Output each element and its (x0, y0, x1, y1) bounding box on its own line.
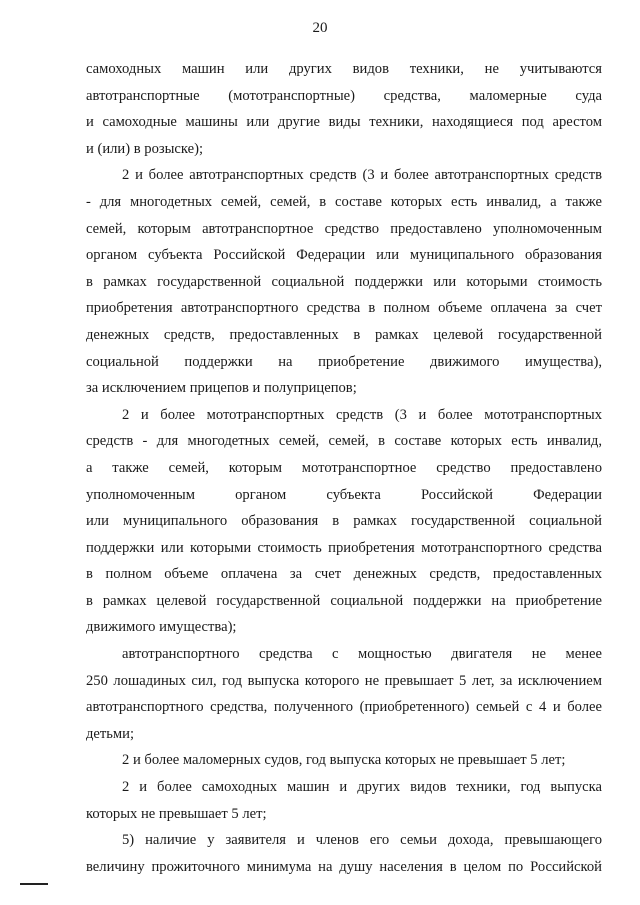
text-line: и самоходные машины или другие виды техники, находящиеся под арестом (86, 114, 602, 131)
text-line: поддержки или которыми стоимость приобретения мототранспортного средства (86, 539, 602, 556)
text-line: за исключением прицепов и полуприцепов; (86, 380, 357, 397)
text-line: средств - для многодетных семей, семей, в составе которых есть инвалид, (86, 433, 602, 450)
text-line: - для многодетных семей, семей, в составе которых есть инвалид, а также (86, 193, 602, 210)
text-line: денежных средств, предоставленных в рамках целевой государственной (86, 326, 602, 343)
text-line: 2 и более мототранспортных средств (3 и более мототранспортных (122, 406, 602, 423)
text-line: детьми; (86, 725, 135, 742)
text-line: приобретения автотранспортного средства в полном объеме оплачена за счет (86, 300, 602, 317)
text-line: величину прожиточного минимума на душу населения в целом по Российской (86, 858, 602, 875)
text-line: а также семей, которым мототранспортное средство предоставлено (86, 459, 602, 476)
text-line: самоходных машин или других видов техники, не учитываются (86, 61, 602, 77)
text-line: социальной поддержки на приобретение движимого имущества), (86, 353, 602, 370)
document-body (86, 56, 602, 880)
footer-mark (20, 883, 48, 885)
text-line: органом субъекта Российской Федерации или муниципального образования (86, 247, 602, 264)
text-line: 2 и более самоходных машин и других видов техники, год выпуска (122, 779, 602, 796)
text-line: семей, которым автотранспортное средство предоставлено уполномоченным (86, 220, 602, 237)
text-line: в рамках государственной социальной поддержки или которыми стоимость (86, 273, 602, 290)
text-line: автотранспортные (мототранспортные) средства, маломерные суда (86, 87, 602, 104)
text-line: 5) наличие у заявителя и членов его семьи дохода, превышающего (122, 832, 602, 849)
text-line: автотранспортного средства с мощностью двигателя не менее (122, 646, 602, 663)
text-line: и (или) в розыске); (86, 140, 204, 157)
text-line: в полном объеме оплачена за счет денежных средств, предоставленных (86, 566, 602, 583)
text-line: уполномоченным органом субъекта Российской Федерации (86, 486, 602, 503)
text-line: в рамках целевой государственной социальной поддержки на приобретение (86, 592, 602, 609)
text-line: движимого имущества); (86, 619, 237, 636)
text-line: 2 и более автотранспортных средств (3 и более автотранспортных средств (122, 167, 602, 184)
text-line: которых не превышает 5 лет; (86, 805, 267, 822)
text-line: 2 и более маломерных судов, год выпуска которых не превышает 5 лет; (122, 752, 566, 769)
text-line: автотранспортного средства, полученного (приобретенного) семьей с 4 и более (86, 699, 602, 716)
text-line: 250 лошадиных сил, год выпуска которого не превышает 5 лет, за исключением (86, 672, 602, 689)
page-number: 20 (312, 20, 328, 36)
text-line: или муниципального образования в рамках государственной социальной (86, 513, 602, 530)
